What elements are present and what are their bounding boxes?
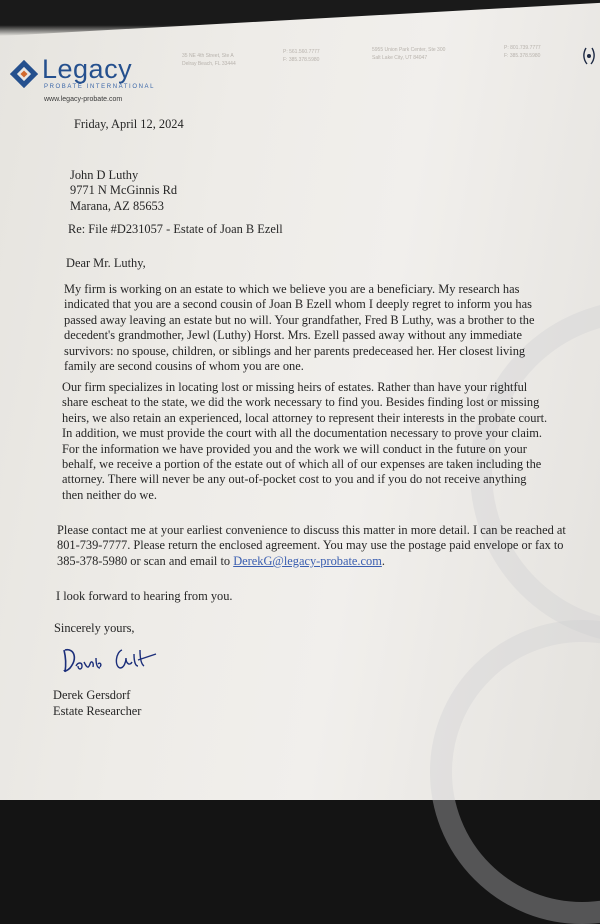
office-phone-2: P: 801.739.7777 F: 385.378.5980 xyxy=(504,45,541,59)
paragraph-3: Please contact me at your earliest convenience to discuss this matter in more detail. I can be reached at 801-739-7777. Please return the enclosed agreement. You may use the postage paid envelope or fax to 385-378-5980 or scan and email to DerekG@legacy-probate.com. xyxy=(57,523,566,568)
signer-name: Derek Gersdorf xyxy=(53,688,131,702)
recipient-street: 9771 N McGinnis Rd xyxy=(70,183,178,198)
signature-image xyxy=(60,640,160,676)
office-phone-1: P: 561.560.7777 F: 385.378.5980 xyxy=(283,49,320,63)
wreath-icon xyxy=(582,46,596,66)
office-address-1: 35 NE 4th Street, Ste A Delray Beach, FL 33444 xyxy=(182,53,236,67)
company-name: Legacy xyxy=(42,54,133,84)
company-subtitle: PROBATE INTERNATIONAL xyxy=(44,84,156,90)
company-website: www.legacy-probate.com xyxy=(44,96,123,103)
email-link[interactable]: DerekG@legacy-probate.com xyxy=(233,553,382,568)
paragraph-4: I look forward to hearing from you. xyxy=(56,589,233,603)
salutation: Dear Mr. Luthy, xyxy=(66,256,146,270)
paragraph-2: Our firm specializes in locating lost or missing heirs of estates. Rather than have your rightful share escheat to the state, we did the work necessary to find you. Besides finding lost or missing heirs, we also retain an experienced, local attorney to represent their interests in the probate court. In addition, we must provide the court with all the documentation necessary to prove your claim. For the information we have provided you and the work we will conduct in the future on your behalf, we receive a portion of the estate out of which all of our expenses are taken including the attorney. There will never be any out-of-pocket cost to you and if you do not receive anything then neither do we. xyxy=(62,380,548,502)
letter-date: Friday, April 12, 2024 xyxy=(74,117,184,131)
recipient-address xyxy=(70,168,177,214)
recipient-city: Marana, AZ 85653 xyxy=(70,198,164,213)
office-address-2: 5955 Union Park Center, Ste 300 Salt Lake City, UT 84047 xyxy=(372,47,446,61)
legacy-logo-icon xyxy=(10,60,38,88)
paragraph-1: My firm is working on an estate to which we believe you are a beneficiary. My research has indicated that you are a second cousin of Joan B Ezell whom I deeply regret to inform you has passed away leaving an estate but no will. Your grandfather, Fred B Luthy, was a brother to the decedent's grandmother, Jewl (Luthy) Horst. Mrs. Ezell passed away without any immediate survivors: no spouse, children, or siblings and her parents predeceased her. Her closest living family are second cousins of whom you are one. xyxy=(64,282,535,374)
closing: Sincerely yours, xyxy=(54,621,135,635)
reference-line: Re: File #D231057 - Estate of Joan B Ezell xyxy=(68,222,283,236)
signer-title: Estate Researcher xyxy=(53,704,142,718)
recipient-name: John D Luthy xyxy=(70,168,139,182)
